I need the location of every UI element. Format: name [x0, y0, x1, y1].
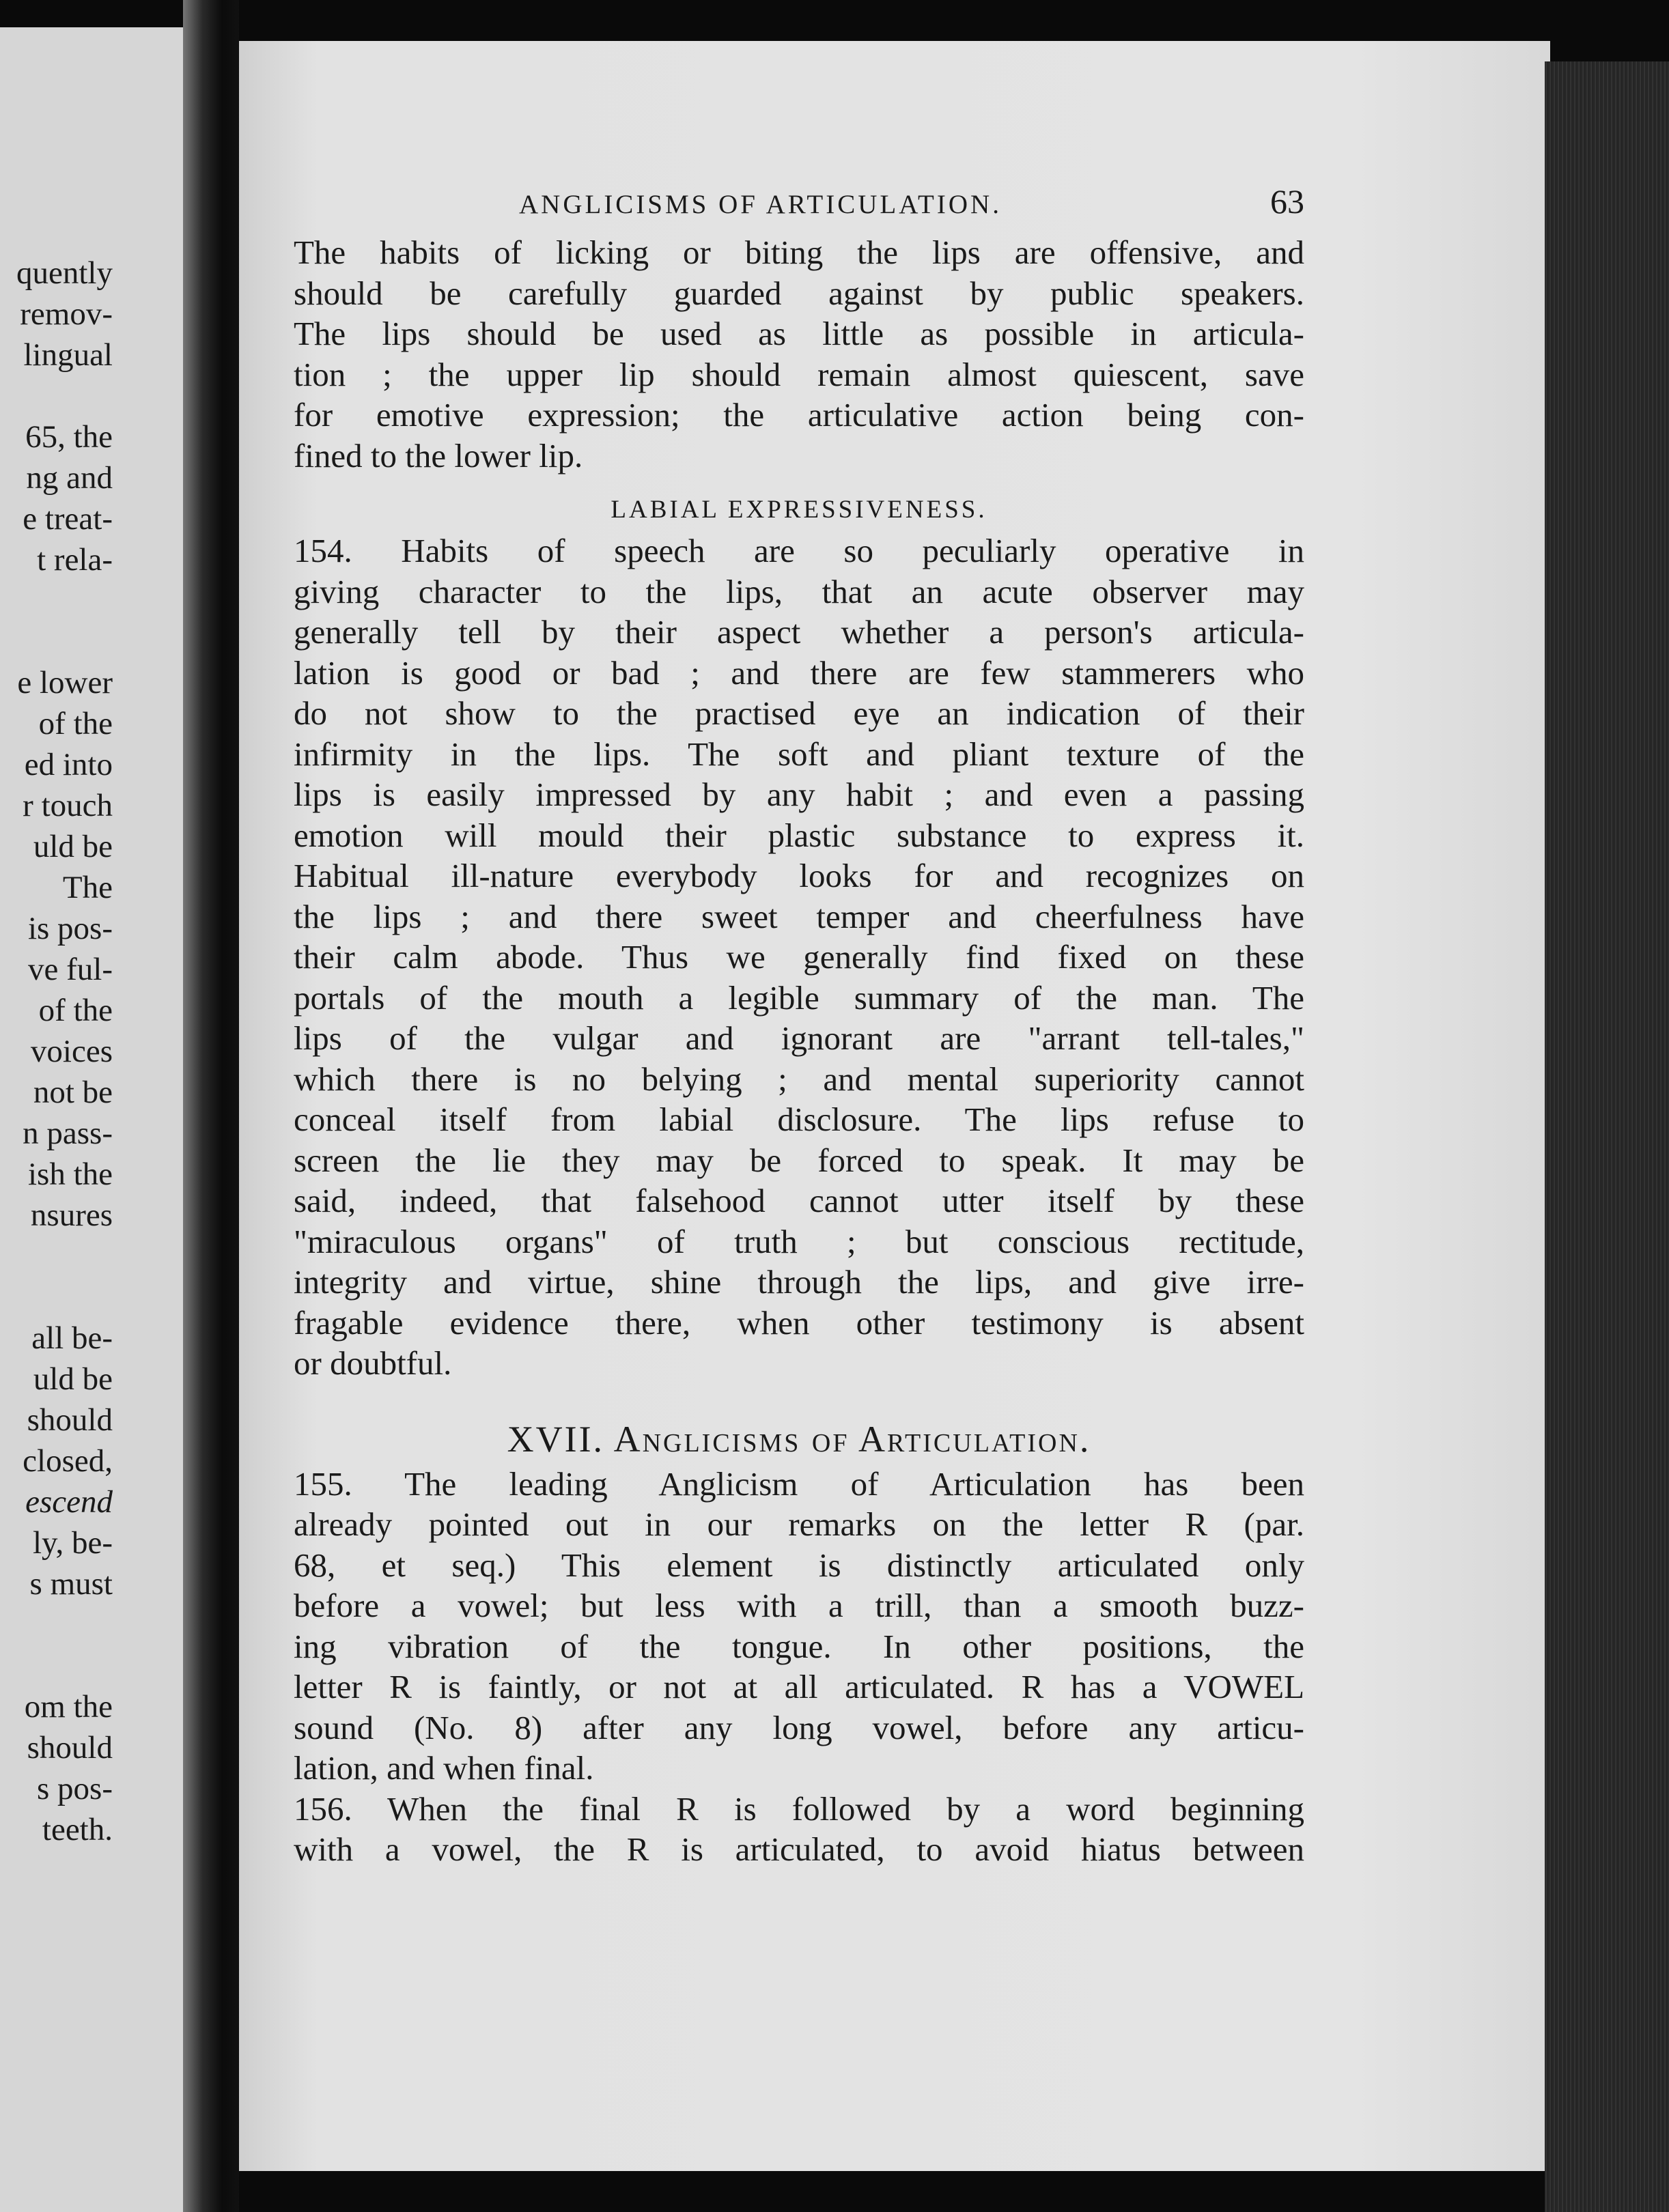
text-line: do not show to the practised eye an indication of their	[294, 694, 1304, 732]
text-line: sound (No. 8) after any long vowel, before any articu-	[294, 1708, 1304, 1746]
left-page-fragment: all be-	[31, 1320, 113, 1356]
left-page-fragment: closed,	[23, 1443, 113, 1479]
left-page-fragment: ng and	[26, 460, 113, 496]
text-line: for emotive expression; the articulative action being con-	[294, 396, 1304, 434]
left-page-fragment	[0, 621, 113, 662]
text-line: 68, et seq.) This element is distinctly articulated only	[294, 1546, 1304, 1584]
text-line: 154. Habits of speech are so peculiarly operative in	[294, 532, 1304, 569]
text-line: letter R is faintly, or not at all articulated. R has a VOWEL	[294, 1668, 1304, 1705]
left-page-fragment: uld be	[33, 1361, 113, 1397]
text-line: fragable evidence there, when other testimony is absent	[294, 1303, 1304, 1342]
text-line: lips is easily impressed by any habit ; and even a passing	[294, 776, 1304, 813]
left-page-fragment	[0, 1604, 113, 1645]
left-page-fragment: should	[27, 1402, 113, 1438]
running-head-title: ANGLICISMS OF ARTICULATION.	[519, 190, 1002, 219]
text-line: which there is no belying ; and mental superiority cannot	[294, 1060, 1304, 1098]
text-line: portals of the mouth a legible summary of the man. The	[294, 978, 1304, 1017]
text-line: ing vibration of the tongue. In other positions, the	[294, 1627, 1304, 1665]
left-page-fragment	[0, 1277, 113, 1318]
left-page-fragment: e lower	[17, 665, 113, 700]
text-line: the lips ; and there sweet temper and cheerfulness have	[294, 897, 1304, 935]
left-page-fragment: om the	[24, 1689, 113, 1725]
text-line: 155. The leading Anglicism of Articulation has been	[294, 1464, 1304, 1503]
text-line: conceal itself from labial disclosure. The lips refuse to	[294, 1101, 1304, 1138]
subheading-labial-expressiveness: LABIAL EXPRESSIVENESS.	[611, 496, 987, 524]
section-heading: XVII. Anglicisms of Articulation.	[507, 1418, 1091, 1460]
left-page-fragment: escend	[25, 1484, 113, 1520]
paragraph-154	[294, 530, 1304, 1384]
left-page-fragment: t rela-	[37, 542, 113, 578]
left-page-fragment: should	[27, 1730, 113, 1766]
left-page-fragment: r touch	[23, 788, 113, 823]
text-line: "miraculous organs" of truth ; but conscious rectitude,	[294, 1222, 1304, 1260]
text-line: lips of the vulgar and ignorant are "arrant tell-tales,"	[294, 1019, 1304, 1057]
left-page-fragment: remov-	[20, 296, 113, 332]
text-line: giving character to the lips, that an acute observer may	[294, 572, 1304, 610]
paragraph-155	[294, 1464, 1304, 1789]
left-page-fragment	[0, 375, 113, 416]
left-page-fragment: The	[62, 870, 113, 905]
left-page-fragment: ly, be-	[32, 1525, 113, 1561]
text-line: tion ; the upper lip should remain almost quiescent, save	[294, 355, 1304, 393]
paragraph-156	[294, 1789, 1304, 1870]
left-page-fragment	[0, 1645, 113, 1686]
left-page-edge	[0, 27, 184, 2212]
left-page-fragment: quently	[16, 255, 113, 291]
text-line: screen the lie they may be forced to speak. It may be	[294, 1141, 1304, 1179]
text-line: lation is good or bad ; and there are few stammerers who	[294, 653, 1304, 692]
left-page-fragment: s must	[29, 1566, 113, 1602]
page-number: 63	[1270, 182, 1304, 221]
left-page-fragment	[0, 1236, 113, 1277]
text-line: generally tell by their aspect whether a person's articula-	[294, 613, 1304, 651]
text-line: before a vowel; but less with a trill, than a smooth buzz-	[294, 1587, 1304, 1624]
text-line: The lips should be used as little as possible in articula-	[294, 315, 1304, 352]
text-line: The habits of licking or biting the lips are offensive, and	[294, 233, 1304, 271]
left-page-text-fragments	[0, 253, 113, 1850]
left-page-fragment: is pos-	[27, 911, 113, 946]
text-line: said, indeed, that falsehood cannot utter itself by these	[294, 1182, 1304, 1219]
left-page-fragment: of the	[38, 706, 113, 741]
text-line: Habitual ill-nature everybody looks for and recognizes on	[294, 857, 1304, 894]
left-page-fragment: n pass-	[23, 1116, 113, 1151]
left-page-fragment: not be	[33, 1075, 113, 1110]
left-page-fragment: ish the	[27, 1157, 113, 1192]
left-page-fragment: uld be	[33, 829, 113, 864]
left-page-fragment: 65, the	[25, 419, 113, 455]
text-line: integrity and virtue, shine through the lips, and give irre-	[294, 1263, 1304, 1301]
text-line: 156. When the final R is followed by a word beginning	[294, 1789, 1304, 1828]
left-page-fragment: of the	[38, 993, 113, 1028]
text-line: lation, and when final.	[294, 1749, 594, 1787]
left-page-fragment: voices	[30, 1034, 113, 1069]
left-page-fragment: e treat-	[23, 501, 113, 537]
text-line: fined to the lower lip.	[294, 436, 583, 474]
text-line: with a vowel, the R is articulated, to avoid hiatus between	[294, 1830, 1304, 1868]
paragraph-lips-habits	[294, 232, 1304, 476]
text-line: should be carefully guarded against by public speakers.	[294, 274, 1304, 312]
text-line: emotion will mould their plastic substance to express it.	[294, 816, 1304, 854]
text-line: already pointed out in our remarks on the letter R (par.	[294, 1505, 1304, 1543]
text-line: infirmity in the lips. The soft and pliant texture of the	[294, 735, 1304, 773]
page-content	[294, 184, 1304, 1870]
left-page-fragment: nsures	[30, 1197, 113, 1233]
left-page-fragment: lingual	[23, 337, 113, 373]
book-gutter	[183, 0, 239, 2212]
left-page-fragment: ed into	[24, 747, 113, 782]
running-head	[294, 184, 1304, 232]
left-page-fragment: ve ful-	[28, 952, 113, 987]
page-stack-edge	[1545, 61, 1669, 2212]
left-page-fragment	[0, 580, 113, 621]
left-page-fragment: s pos-	[37, 1771, 113, 1806]
text-line: or doubtful.	[294, 1344, 452, 1382]
text-line: their calm abode. Thus we generally find fixed on these	[294, 938, 1304, 976]
left-page-fragment: teeth.	[42, 1812, 113, 1847]
